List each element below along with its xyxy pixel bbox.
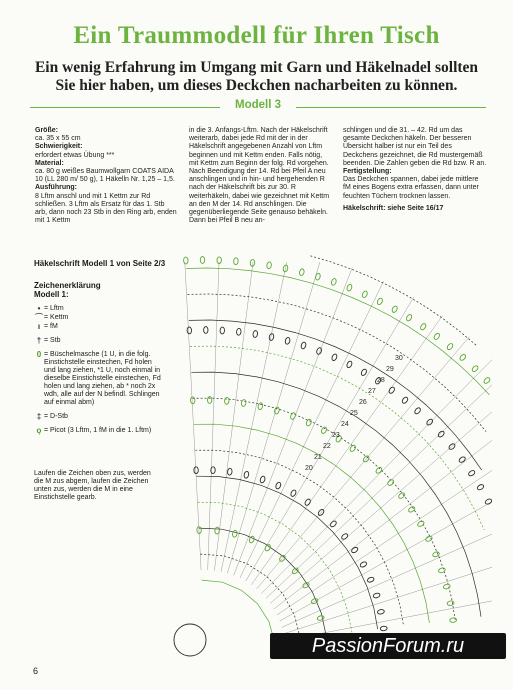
cluster-stitch [227, 468, 232, 475]
slip-stitch-symbol-icon: ⌒ [35, 313, 43, 322]
cluster-stitch [220, 327, 225, 334]
cluster-stitch [187, 327, 192, 334]
cluster-stitch [253, 330, 258, 337]
center-ring [174, 624, 206, 656]
cluster-stitch [285, 337, 291, 345]
cluster-stitch [224, 397, 229, 404]
cluster-stitch [446, 343, 454, 351]
legend-item-treble: ‡ = D-Stb [34, 413, 164, 421]
round-number: 25 [350, 410, 358, 417]
legend-title-1: Zeichenerklärung [34, 281, 101, 290]
size-label: Größe: [35, 127, 58, 134]
cluster-stitch [443, 584, 451, 590]
cluster-stitch [351, 546, 359, 553]
round-number: 26 [359, 399, 367, 406]
legend-title-2: Modell 1: [34, 290, 69, 299]
mesh-arc [202, 580, 275, 642]
cluster-stitch [275, 482, 282, 490]
cluster-stitch [376, 297, 383, 305]
mesh-arc [189, 320, 482, 470]
cluster-stitch [302, 582, 310, 589]
cluster-stitch [483, 377, 491, 385]
legend-item-slip-stitch: ⌒ = Kettm [35, 313, 69, 322]
mesh-spoke [277, 470, 492, 615]
page-number: 6 [33, 666, 39, 676]
material-value: ca. 80 g weißes Baumwollgarn COATS AIDA 10 (LL 280 m/ 50 g), 1 Häkelln Nr. 1,25 – 1,5. [35, 168, 175, 184]
cluster-stitch [388, 386, 396, 394]
cluster-stitch [450, 618, 457, 623]
round-number: 23 [332, 432, 340, 439]
mesh-spoke [282, 534, 492, 627]
cluster-stitch [391, 305, 398, 313]
cluster-stitch [274, 407, 280, 415]
cluster-stitch [241, 399, 246, 406]
legend-item-single-crochet: ı = fM [34, 323, 164, 331]
round-number: 24 [341, 421, 349, 428]
cluster-stitch [346, 360, 353, 368]
mesh-spoke [262, 360, 493, 594]
mesh-spoke [214, 262, 253, 571]
difficulty-value: erfordert etwas Übung *** [35, 151, 115, 159]
mesh-spoke [257, 337, 470, 589]
difficulty-label: Schwierigkeit: [35, 143, 83, 151]
cluster-stitch [447, 600, 455, 606]
cluster-stitch [408, 506, 416, 513]
cluster-stitch [437, 430, 445, 438]
cluster-stitch [190, 397, 195, 404]
picot-symbol-icon: ǫ [36, 426, 42, 435]
cluster-stitch [417, 520, 425, 527]
mesh-spoke [270, 412, 492, 604]
watermark: PassionForum.ru [270, 633, 506, 659]
cluster-stitch [200, 257, 204, 264]
cluster-stitch [259, 476, 265, 484]
cluster-stitch [207, 397, 212, 404]
cluster-stitch [341, 533, 349, 541]
mesh-spoke [246, 297, 414, 581]
execution-text-end: schlingen und die 31. – 42. Rd um das gesamte Deckchen häkeln. Der besseren Übersicht halber ist nur ein Teil des Deckchens gezeichnet, die Rd mustergemäß beenden. Die Zahlen geben die Rd bzw. R an. [343, 127, 487, 167]
cluster-stitch [233, 258, 238, 265]
cluster-stitch [476, 484, 484, 491]
cluster-stitch [317, 615, 325, 621]
execution-text-cont: in die 3. Anfangs-Lftm. Nach der Häkelschrift weiterarb, dabei jede Rd mit der in der Häkelschrift angegebenen Anzahl von Lftm beginnen und mit Kettm enden. Falls nötig, mit Kettm zum Beginn der folg. Rd vorgehen. Nach Beendigung der 14. Rd bei Pfeil A neu anschlingen und in hin- und hergehenden R nach der Häkelschrift bis zur 30. R weiterhäkeln, dabei wie gezeichnet mit Kettm an den M der 14. Rd anschlingen. Die gegenüberliegende Seite genauso behäkeln. Dann bei Pfeil B neu an- [189, 127, 330, 225]
finishing-label: Fertigstellung: [343, 168, 392, 176]
cluster-stitch [426, 418, 434, 426]
cluster-stitch [377, 609, 385, 615]
page-title: Ein Traummodell für Ihren Tisch [73, 22, 440, 49]
chart-reference: Häkelschrift: siehe Seite 16/17 [343, 204, 444, 212]
cluster-stitch [331, 278, 337, 286]
cluster-stitch [373, 592, 381, 598]
cluster-stitch [387, 479, 395, 487]
cluster-stitch [258, 402, 264, 410]
cluster-stitch [458, 456, 466, 464]
execution-text: 8 Lftm anschl und mit 1 Kettm zur Rd schließen. 3 Lftm als Ersatz für das 1. Stb arb, dann noch 23 Stb in den Ring arb, enden mit 1 Kettm [35, 192, 177, 225]
round-number: 22 [323, 443, 331, 450]
intro-line-1: Ein wenig Erfahrung im Umgang mit Garn und Häkelnadel sollten [34, 59, 479, 76]
cluster-stitch [236, 328, 241, 335]
cluster-stitch [243, 471, 249, 479]
cluster-stitch [183, 257, 188, 264]
chart-mesh [185, 256, 492, 642]
cluster-stitch [217, 257, 222, 264]
round-number: 27 [368, 388, 376, 395]
round-number: 20 [305, 465, 313, 472]
execution-label: Ausführung: [35, 184, 77, 192]
cluster-stitch [484, 498, 492, 505]
cluster-stitch [264, 544, 271, 552]
cluster-stitch [459, 353, 467, 361]
cluster-symbol-icon: 0 [36, 350, 42, 359]
material-label: Material: [35, 159, 64, 167]
round-number: 29 [386, 366, 394, 373]
section-label: Modell 3 [234, 99, 281, 111]
cluster-stitch [425, 535, 433, 542]
cluster-stitch [290, 412, 297, 420]
cluster-stitch [360, 368, 367, 376]
cluster-stitch [329, 520, 337, 528]
intro-line-2: Sie hier haben, um dieses Deckchen nacharbeiten zu können. [55, 77, 458, 94]
cluster-stitch [266, 262, 271, 269]
cluster-stitch [331, 353, 338, 361]
cluster-stitch [401, 396, 409, 404]
cluster-stitch [471, 365, 479, 373]
mesh-spoke [251, 316, 442, 585]
legend-item-cluster: 0 = Büschelmasche (1 U, in die folg. Einstichstelle einstechen, Fd holen und lang ziehen, *1 U, noch einmal in dieselbe Einstichstelle einstechen, Fd holen und lang ziehen, ab * noch 2x wdh, alle auf der N befindl. Schlingen auf einmal abm) [34, 351, 164, 407]
cluster-stitch [300, 342, 306, 350]
chain-symbol-icon: • [37, 304, 41, 313]
legend-item-chain: • = Lftm [34, 305, 164, 313]
mesh-spoke [240, 281, 384, 578]
single-crochet-symbol-icon: ı [37, 322, 41, 331]
size-value: ca. 35 x 55 cm [35, 135, 81, 143]
cluster-stitch [232, 530, 238, 538]
cluster-stitch [414, 407, 422, 415]
cluster-stitch [315, 273, 321, 281]
round-number: 21 [314, 454, 322, 461]
cluster-stitch [433, 332, 441, 340]
mesh-spoke [283, 567, 492, 634]
mesh-spoke [208, 262, 219, 570]
mesh-spoke [234, 267, 353, 575]
finishing-text: Das Deckchen spannen, dabei jede mittlere fM eines Bogens extra erfassen, dann unter feuchten Tüchern trocknen lassen. [343, 176, 479, 200]
cluster-stitch [304, 498, 311, 506]
cluster-stitch [398, 492, 406, 500]
legend-item-picot: ǫ = Picot (3 Lftm, 1 fM in die 1. Lftm) [34, 427, 164, 435]
cluster-stitch [380, 626, 387, 631]
treble-symbol-icon: ‡ [36, 412, 42, 421]
cluster-stitch [359, 561, 367, 568]
legend-item-double-crochet: † = Stb [34, 337, 164, 345]
cluster-stitch [361, 290, 368, 298]
mesh-spoke [221, 262, 287, 572]
chart-heading: Häkelschrift Modell 1 von Seite 2/3 [34, 259, 166, 268]
cluster-stitch [468, 469, 476, 476]
mesh-spoke [227, 262, 320, 573]
round-number: 30 [395, 355, 403, 362]
cluster-stitch [215, 527, 220, 534]
round-number: 28 [377, 377, 385, 384]
cluster-stitch [320, 426, 327, 434]
cluster-stitch [405, 314, 412, 322]
double-crochet-symbol-icon: † [36, 336, 42, 345]
cluster-stitch [299, 268, 305, 276]
chart-note: Laufen die Zeichen oben zus, werden die M zus abgem, laufen die Zeichen unten zus, werden die M in eine Einstichstelle gearb. [34, 470, 151, 501]
cluster-stitch [346, 284, 353, 292]
mesh-spoke [185, 262, 201, 570]
cluster-stitch [367, 576, 375, 583]
cluster-stitch [419, 323, 426, 331]
cluster-stitch [375, 466, 383, 474]
cluster-stitch [204, 327, 208, 334]
